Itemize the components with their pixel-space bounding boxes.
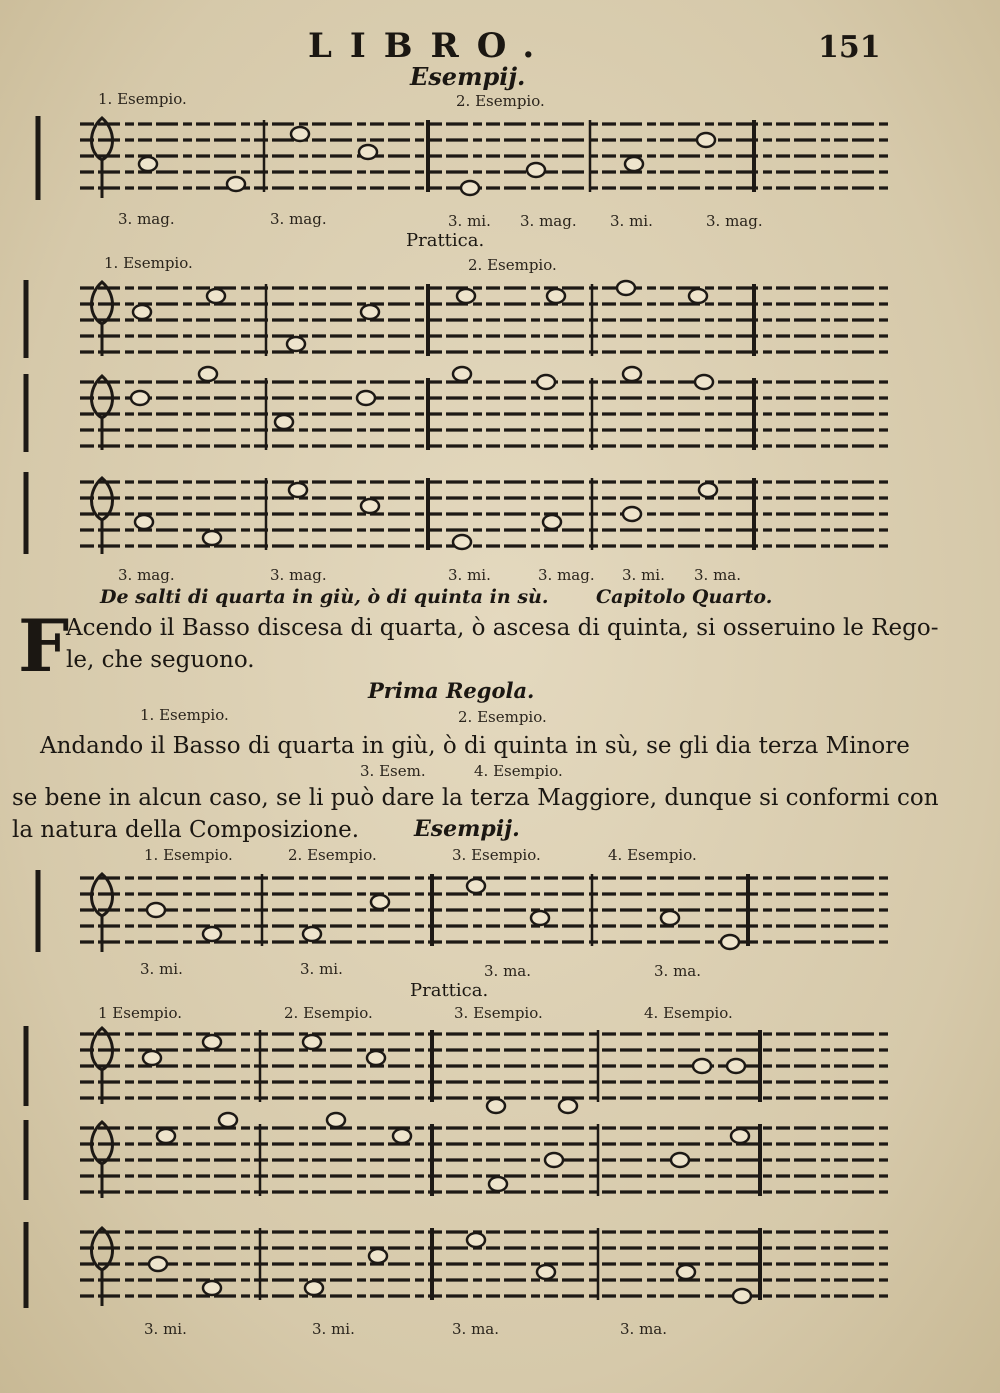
example-label: 1. Esempio. bbox=[144, 846, 233, 864]
example-label: 2. Esempio. bbox=[284, 1004, 373, 1022]
example-label: 1. Esempio. bbox=[140, 706, 229, 724]
music-staff bbox=[22, 470, 900, 560]
music-staff bbox=[30, 112, 900, 204]
music-staff bbox=[30, 866, 900, 956]
interval-label: 3. mi. bbox=[140, 960, 183, 978]
running-title: LIBRO. bbox=[308, 26, 553, 66]
example-label: 1 Esempio. bbox=[98, 1004, 182, 1022]
chapter-title: De salti di quarta in giù, ò di quinta in sù. bbox=[100, 586, 549, 608]
interval-label: 3. mag. bbox=[118, 210, 175, 228]
music-staff bbox=[22, 1220, 900, 1312]
music-staff bbox=[22, 372, 900, 454]
interval-label: 3. mag. bbox=[270, 210, 327, 228]
example-label: 4. Esempio. bbox=[644, 1004, 733, 1022]
music-staff bbox=[22, 1024, 900, 1108]
interval-label: 3. ma. bbox=[654, 962, 702, 980]
interval-label: 3. ma. bbox=[484, 962, 532, 980]
chapter-number: Capitolo Quarto. bbox=[596, 586, 773, 608]
page-number: 151 bbox=[818, 30, 881, 65]
paragraph-line: Andando il Basso di quarta in giù, ò di quinta in sù, se gli dia terza Minore bbox=[40, 733, 910, 759]
rule-heading: Prima Regola. bbox=[368, 678, 535, 703]
section-heading-prattica: Prattica. bbox=[406, 230, 485, 251]
example-label: 4. Esempio. bbox=[474, 762, 563, 780]
interval-label: 3. mag. bbox=[118, 566, 175, 584]
example-label: 2. Esempio. bbox=[468, 256, 557, 274]
interval-label: 3. mi. bbox=[144, 1320, 187, 1338]
interval-label: 3. mi. bbox=[622, 566, 665, 584]
paragraph-line: se bene in alcun caso, se li può dare la terza Maggiore, dunque si conformi con bbox=[12, 785, 939, 811]
interval-label: 3. mag. bbox=[706, 212, 763, 230]
example-label: 3. Esempio. bbox=[454, 1004, 543, 1022]
example-label: 2. Esempio. bbox=[458, 708, 547, 726]
interval-label: 3. mi. bbox=[312, 1320, 355, 1338]
example-label: 3. Esem. bbox=[360, 762, 426, 780]
example-label: 1. Esempio. bbox=[104, 254, 193, 272]
interval-label: 3. mag. bbox=[270, 566, 327, 584]
music-staff bbox=[22, 278, 900, 360]
interval-label: 3. mi. bbox=[448, 566, 491, 584]
drop-cap: F bbox=[18, 603, 70, 688]
paragraph-line: Acendo il Basso discesa di quarta, ò ascesa di quinta, si osseruino le Rego- bbox=[66, 615, 939, 641]
interval-label: 3. ma. bbox=[452, 1320, 500, 1338]
interval-label: 3. ma. bbox=[694, 566, 742, 584]
example-label: 2. Esempio. bbox=[288, 846, 377, 864]
interval-label: 3. mag. bbox=[520, 212, 577, 230]
section-heading-prattica: Prattica. bbox=[410, 980, 489, 1001]
music-staff bbox=[22, 1118, 900, 1202]
interval-label: 3. mi. bbox=[610, 212, 653, 230]
example-label: 2. Esempio. bbox=[456, 92, 545, 110]
section-heading-esempij: Esempij. bbox=[410, 62, 526, 91]
interval-label: 3. mag. bbox=[538, 566, 595, 584]
section-heading-esempij: Esempij. bbox=[414, 816, 520, 842]
example-label: 3. Esempio. bbox=[452, 846, 541, 864]
interval-label: 3. mi. bbox=[300, 960, 343, 978]
interval-label: 3. mi. bbox=[448, 212, 491, 230]
paragraph-line: le, che seguono. bbox=[66, 647, 255, 673]
example-label: 4. Esempio. bbox=[608, 846, 697, 864]
paragraph-line: la natura della Composizione. bbox=[12, 817, 360, 843]
interval-label: 3. ma. bbox=[620, 1320, 668, 1338]
example-label: 1. Esempio. bbox=[98, 90, 187, 108]
